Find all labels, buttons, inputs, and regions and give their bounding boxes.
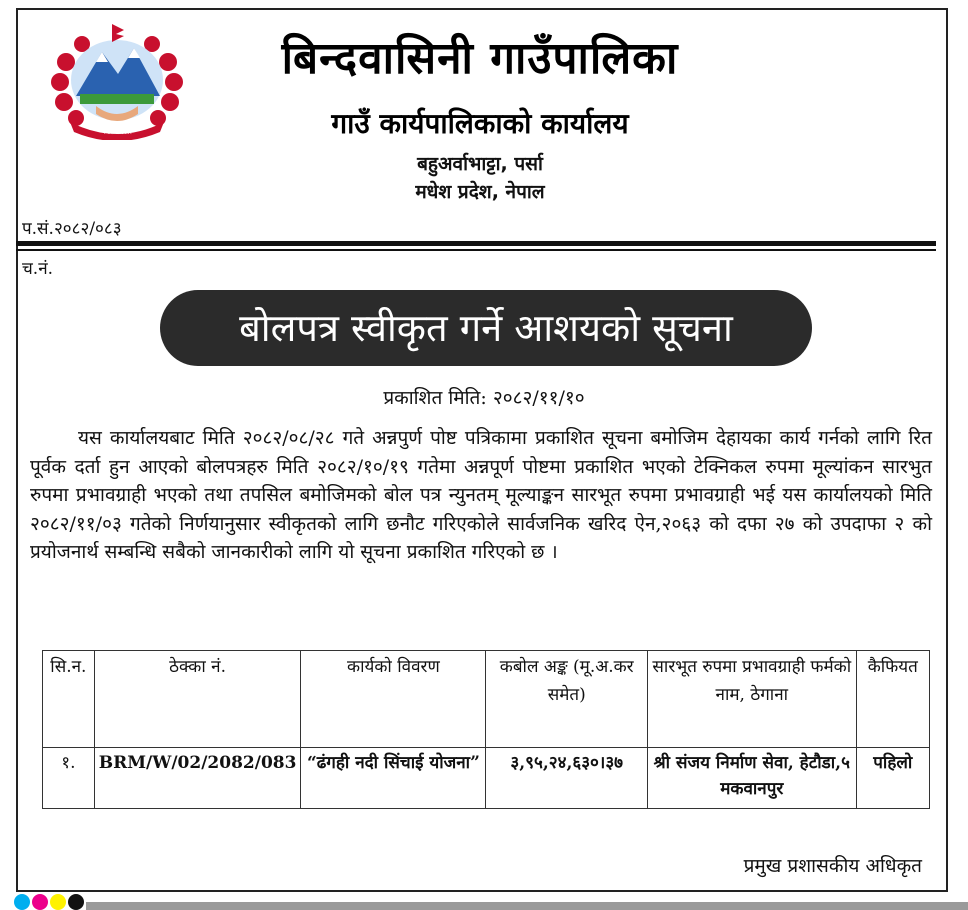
- col-header-remarks: कैफियत: [856, 651, 929, 748]
- nepal-emblem-icon: [46, 22, 188, 140]
- published-date: प्रकाशित मिति: २०८२/११/१०: [383, 387, 585, 409]
- svg-text:नेपाल सरकार: नेपाल सरकार: [102, 129, 132, 136]
- dispatch-number: च.नं.: [22, 259, 54, 279]
- office-name: गाउँ कार्यपालिकाको कार्यालय: [331, 107, 629, 140]
- col-header-firm: सारभूत रुपमा प्रभावग्राही फर्मको नाम, ठेगाना: [648, 651, 857, 748]
- header-divider: [16, 241, 936, 246]
- signoff-title: प्रमुख प्रशासकीय अधिकृत: [743, 855, 922, 877]
- notice-body: यस कार्यालयबाट मिति २०८२/०८/२८ गते अन्नपुर्ण पोष्ट पत्रिकामा प्रकाशित सूचना बमोजिम देहायका कार्य गर्नको लागि रित पूर्वक दर्ता हुन आएको बोलपत्रहरु मिति २०८२/१०/१९ गतेमा अन्नपूर्ण पोष्टमा प्रकाशित भएको टेक्निकल रुपमा मूल्यांकन सारभुत रुपमा प्रभावग्राही भएको तथा तपसिल बमोजिमको बोल पत्र न्युनतम् मूल्याङ्कन सारभूत रुपमा प्रभावग्राही भई यस कार्यालयको मिति २०८२/११/०३ गतेको निर्णयानुसार स्वीकृतको लागि छनौट गरिएकोले सार्वजनिक खरिद ऐन,२०६३ को दफा २७ को उपदाफा २ को प्रयोजनार्थ सम्बन्धि सबैको जानकारीको लागि यो सूचना प्रकाशित गरिएको छ ।: [30, 427, 932, 563]
- yellow-dot-icon: [50, 894, 66, 910]
- cyan-dot-icon: [14, 894, 30, 910]
- table-row: [43, 748, 930, 809]
- cell-sn: १.: [43, 748, 95, 809]
- cell-firm: श्री संजय निर्माण सेवा, हेटौडा,५ मकवानपुर: [648, 748, 857, 809]
- address-line-1: बहुअर्वाभाट्टा, पर्सा: [417, 153, 543, 175]
- reference-number: प.सं.२०८२/०८३: [22, 219, 122, 239]
- cell-contract-no: BRM/W/02/2082/083: [94, 748, 301, 809]
- org-name: बिन्दवासिनी गाउँपालिका: [281, 33, 679, 84]
- black-dot-icon: [68, 894, 84, 910]
- col-header-sn: सि.न.: [43, 651, 95, 748]
- cell-amount: ३,९५,२४,६३०।३७: [486, 748, 648, 809]
- cell-description: “ढंगही नदी सिंचाई योजना”: [301, 748, 486, 809]
- award-table: [42, 650, 930, 809]
- notice-title-banner: बोलपत्र स्वीकृत गर्ने आशयको सूचना: [160, 290, 812, 366]
- address-line-2: मधेश प्रदेश, नेपाल: [415, 181, 545, 203]
- col-header-amount: कबोल अङ्क (मू.अ.कर समेत): [486, 651, 648, 748]
- magenta-dot-icon: [32, 894, 48, 910]
- cell-remarks: पहिलो: [856, 748, 929, 809]
- table-header-row: [43, 651, 930, 748]
- col-header-description: कार्यको विवरण: [301, 651, 486, 748]
- header-divider-thin: [16, 249, 936, 251]
- bottom-bar: [86, 902, 968, 910]
- col-header-contract-no: ठेक्का नं.: [94, 651, 301, 748]
